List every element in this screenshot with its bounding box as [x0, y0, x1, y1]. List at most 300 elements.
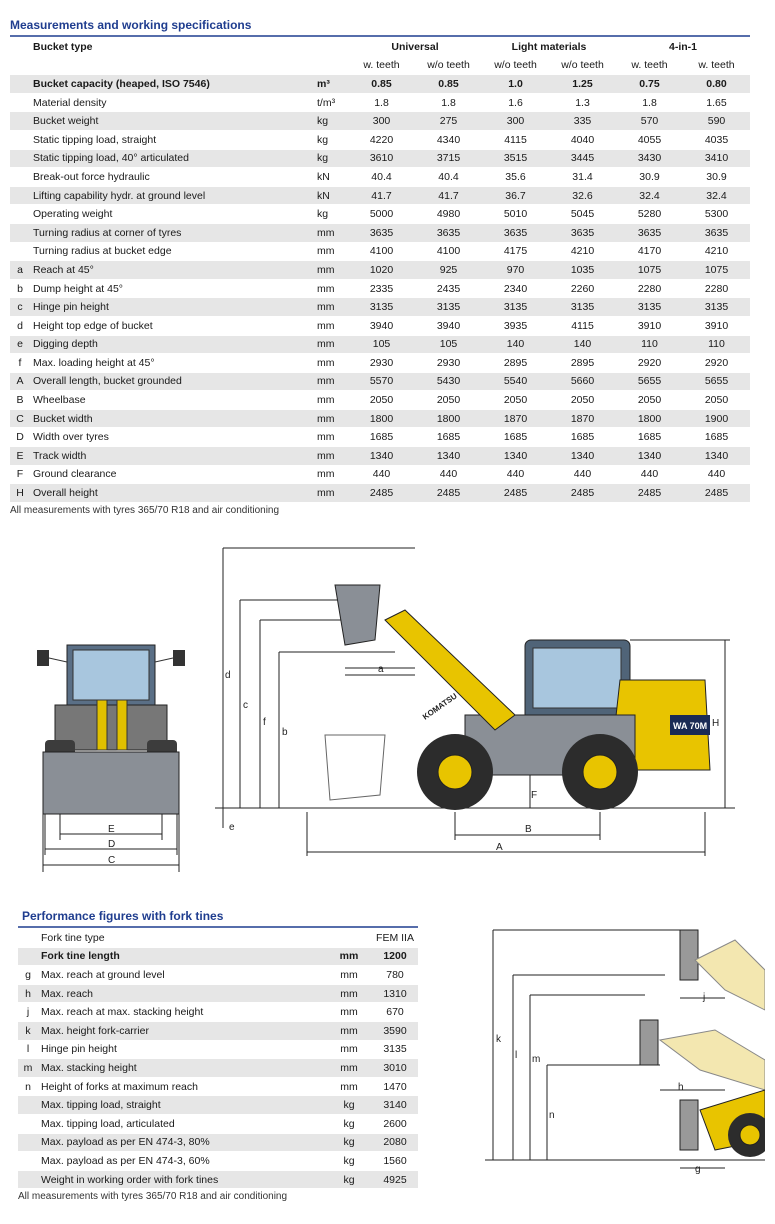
- row-value: 5010: [482, 205, 549, 224]
- row-value: 0.85: [348, 75, 415, 94]
- row-value: 110: [616, 335, 683, 354]
- spec-title: Measurements and working specifications: [10, 18, 252, 32]
- row-key: H: [10, 484, 30, 503]
- row-value: 3635: [683, 223, 750, 242]
- row-unit: mm: [326, 1003, 372, 1022]
- row-value: 1.6: [482, 93, 549, 112]
- row-key: [10, 130, 30, 149]
- row-value: 2930: [348, 354, 415, 373]
- row-key: d: [10, 316, 30, 335]
- row-label: Weight in working order with fork tines: [38, 1170, 326, 1189]
- row-value: 1340: [683, 447, 750, 466]
- row-label: Max. tipping load, articulated: [38, 1114, 326, 1133]
- bucket-group-header: Light materials: [482, 38, 616, 56]
- fork-dim-label-h: h: [678, 1082, 684, 1093]
- row-unit: kg: [314, 205, 348, 224]
- row-key: [10, 112, 30, 131]
- table-row: [18, 1114, 418, 1133]
- row-value: 1900: [683, 409, 750, 428]
- table-row: [10, 335, 750, 354]
- row-label: Width over tyres: [30, 428, 314, 447]
- row-value: 1800: [616, 409, 683, 428]
- row-value: 440: [549, 465, 616, 484]
- row-value: 3635: [549, 223, 616, 242]
- spec-note: All measurements with tyres 365/70 R18 and air conditioning: [10, 505, 280, 516]
- row-value: 3135: [616, 298, 683, 317]
- row-value: 4100: [348, 242, 415, 261]
- row-value: 5300: [683, 205, 750, 224]
- row-value: 140: [549, 335, 616, 354]
- table-row: [18, 1096, 418, 1115]
- row-value: 4980: [415, 205, 482, 224]
- row-value: 3515: [482, 149, 549, 168]
- row-value: 3135: [348, 298, 415, 317]
- row-unit: kg: [326, 1152, 372, 1171]
- row-unit: mm: [326, 1040, 372, 1059]
- row-label: Height of forks at maximum reach: [38, 1077, 326, 1096]
- table-row: [10, 428, 750, 447]
- row-value: 1800: [415, 409, 482, 428]
- row-key: F: [10, 465, 30, 484]
- row-value: 3635: [616, 223, 683, 242]
- spec-subheader-row: [10, 56, 750, 75]
- row-value: 32.6: [549, 186, 616, 205]
- table-row: [18, 966, 418, 985]
- row-value: 1.0: [482, 75, 549, 94]
- row-value: 780: [372, 966, 418, 985]
- row-value: 1685: [683, 428, 750, 447]
- row-key: [10, 168, 30, 187]
- row-unit: mm: [314, 261, 348, 280]
- row-value: 300: [348, 112, 415, 131]
- row-label: Operating weight: [30, 205, 314, 224]
- row-value: 1870: [549, 409, 616, 428]
- row-value: 41.7: [348, 186, 415, 205]
- table-row: [10, 484, 750, 503]
- row-label: Bucket capacity (heaped, ISO 7546): [30, 75, 314, 94]
- row-value: 2080: [372, 1133, 418, 1152]
- row-value: 5540: [482, 372, 549, 391]
- row-value: 2485: [415, 484, 482, 503]
- row-label: Digging depth: [30, 335, 314, 354]
- row-label: Max. height fork-carrier: [38, 1021, 326, 1040]
- row-label: Material density: [30, 93, 314, 112]
- row-unit: mm: [314, 223, 348, 242]
- row-value: 5280: [616, 205, 683, 224]
- model-badge: WA 70M: [673, 721, 708, 731]
- fork-dim-label-k: k: [496, 1034, 501, 1045]
- row-value: 1310: [372, 984, 418, 1003]
- row-value: 40.4: [348, 168, 415, 187]
- row-key: a: [10, 261, 30, 280]
- row-value: 590: [683, 112, 750, 131]
- row-key: j: [18, 1003, 38, 1022]
- row-value: 2050: [415, 391, 482, 410]
- row-value: 30.9: [616, 168, 683, 187]
- row-unit: mm: [314, 279, 348, 298]
- row-key: c: [10, 298, 30, 317]
- teeth-header: w/o teeth: [549, 56, 616, 75]
- dim-label-f: f: [263, 717, 266, 728]
- fork-dim-label-m: m: [532, 1054, 541, 1065]
- row-value: 3135: [549, 298, 616, 317]
- table-row: [10, 465, 750, 484]
- row-label: Hinge pin height: [30, 298, 314, 317]
- row-value: 4340: [415, 130, 482, 149]
- row-value: 4220: [348, 130, 415, 149]
- row-value: 1075: [616, 261, 683, 280]
- row-value: 4055: [616, 130, 683, 149]
- row-value: 105: [415, 335, 482, 354]
- row-value: 2485: [683, 484, 750, 503]
- row-value: 0.80: [683, 75, 750, 94]
- row-value: 3935: [482, 316, 549, 335]
- table-row: [10, 391, 750, 410]
- row-value: 4115: [482, 130, 549, 149]
- row-value: 1685: [415, 428, 482, 447]
- row-label: Max. payload as per EN 474-3, 80%: [38, 1133, 326, 1152]
- row-value: 1.3: [549, 93, 616, 112]
- row-unit: mm: [326, 984, 372, 1003]
- row-value: 2050: [549, 391, 616, 410]
- row-value: 3635: [348, 223, 415, 242]
- spec-header-row: [10, 38, 750, 56]
- row-key: g: [18, 966, 38, 985]
- row-value: 2050: [348, 391, 415, 410]
- bucket-type-label: Bucket type: [30, 38, 314, 56]
- dim-label-e: e: [229, 822, 235, 833]
- table-row: [18, 1077, 418, 1096]
- dim-label-F: F: [531, 790, 538, 801]
- row-key: [10, 186, 30, 205]
- row-value: 1075: [683, 261, 750, 280]
- row-label: Max. stacking height: [38, 1059, 326, 1078]
- row-value: 2485: [549, 484, 616, 503]
- row-value: 2260: [549, 279, 616, 298]
- row-label: Break-out force hydraulic: [30, 168, 314, 187]
- table-row: [10, 279, 750, 298]
- row-value: 670: [372, 1003, 418, 1022]
- table-row: [18, 1133, 418, 1152]
- row-value: 1685: [348, 428, 415, 447]
- table-row: [18, 1170, 418, 1189]
- row-key: [10, 242, 30, 261]
- row-value: 4035: [683, 130, 750, 149]
- fork-diagram: [485, 920, 765, 1185]
- dim-label-E: E: [108, 824, 115, 835]
- teeth-header: w. teeth: [683, 56, 750, 75]
- table-row: [18, 1003, 418, 1022]
- row-value: 5655: [616, 372, 683, 391]
- row-value: 2895: [482, 354, 549, 373]
- row-key: h: [18, 984, 38, 1003]
- fork-table: [18, 929, 418, 1189]
- row-unit: t/m³: [314, 93, 348, 112]
- row-value: 1.25: [549, 75, 616, 94]
- row-value: 3910: [616, 316, 683, 335]
- fork-title: Performance figures with fork tines: [22, 909, 224, 923]
- row-label: Static tipping load, straight: [30, 130, 314, 149]
- row-label: Track width: [30, 447, 314, 466]
- row-value: 440: [482, 465, 549, 484]
- dim-label-d: d: [225, 670, 231, 681]
- row-value: 440: [616, 465, 683, 484]
- row-value: 3940: [415, 316, 482, 335]
- row-value: 1.8: [616, 93, 683, 112]
- table-row: [10, 447, 750, 466]
- row-label: Bucket width: [30, 409, 314, 428]
- table-row: [10, 372, 750, 391]
- table-row: [10, 93, 750, 112]
- table-row: [10, 223, 750, 242]
- table-row: [10, 149, 750, 168]
- row-value: 570: [616, 112, 683, 131]
- row-key: [18, 1114, 38, 1133]
- row-value: 35.6: [482, 168, 549, 187]
- row-value: 2600: [372, 1114, 418, 1133]
- row-label: Max. reach: [38, 984, 326, 1003]
- dim-label-C: C: [108, 855, 116, 866]
- row-label: Turning radius at bucket edge: [30, 242, 314, 261]
- row-key: [18, 1170, 38, 1189]
- row-value: 5430: [415, 372, 482, 391]
- row-value: 3590: [372, 1021, 418, 1040]
- table-row: [18, 1021, 418, 1040]
- fork-dim-label-j: j: [703, 992, 706, 1003]
- table-row: [18, 984, 418, 1003]
- brand-lettering: KOMATSU: [420, 691, 459, 722]
- row-value: 2485: [482, 484, 549, 503]
- row-unit: m³: [314, 75, 348, 94]
- row-key: E: [10, 447, 30, 466]
- row-unit: mm: [314, 447, 348, 466]
- row-key: b: [10, 279, 30, 298]
- row-value: 2930: [415, 354, 482, 373]
- row-value: 4210: [683, 242, 750, 261]
- row-value: 275: [415, 112, 482, 131]
- row-value: 2280: [683, 279, 750, 298]
- row-unit: mm: [314, 298, 348, 317]
- row-key: [18, 1096, 38, 1115]
- table-row: [10, 168, 750, 187]
- row-value: 1685: [616, 428, 683, 447]
- row-value: 1.65: [683, 93, 750, 112]
- row-key: [10, 75, 30, 94]
- row-value: 440: [683, 465, 750, 484]
- row-unit: mm: [326, 966, 372, 985]
- row-value: 440: [348, 465, 415, 484]
- row-value: 2895: [549, 354, 616, 373]
- teeth-header: w. teeth: [348, 56, 415, 75]
- row-value: 5000: [348, 205, 415, 224]
- row-value: 140: [482, 335, 549, 354]
- row-key: f: [10, 354, 30, 373]
- front-view-diagram: [25, 640, 195, 880]
- table-row: [10, 112, 750, 131]
- row-value: 1020: [348, 261, 415, 280]
- row-value: 2340: [482, 279, 549, 298]
- row-value: 4210: [549, 242, 616, 261]
- fork-dim-label-l: l: [515, 1050, 518, 1061]
- row-value: 4115: [549, 316, 616, 335]
- table-row: [10, 298, 750, 317]
- row-key: A: [10, 372, 30, 391]
- row-label: Turning radius at corner of tyres: [30, 223, 314, 242]
- row-unit: mm: [326, 1059, 372, 1078]
- row-unit: mm: [314, 465, 348, 484]
- row-label: Lifting capability hydr. at ground level: [30, 186, 314, 205]
- row-value: 32.4: [683, 186, 750, 205]
- row-value: 1035: [549, 261, 616, 280]
- row-value: 2485: [348, 484, 415, 503]
- table-row: [10, 316, 750, 335]
- table-row: [10, 354, 750, 373]
- row-label: Hinge pin height: [38, 1040, 326, 1059]
- row-key: m: [18, 1059, 38, 1078]
- row-unit: kg: [314, 130, 348, 149]
- row-key: [10, 205, 30, 224]
- table-row: [10, 409, 750, 428]
- row-unit: kN: [314, 186, 348, 205]
- row-unit: mm: [314, 428, 348, 447]
- dim-label-D: D: [108, 839, 116, 850]
- row-value: 2920: [616, 354, 683, 373]
- row-value: 1560: [372, 1152, 418, 1171]
- row-value: 1.8: [415, 93, 482, 112]
- row-value: 335: [549, 112, 616, 131]
- row-value: 2050: [683, 391, 750, 410]
- row-key: D: [10, 428, 30, 447]
- row-unit: mm: [314, 354, 348, 373]
- row-label: Max. tipping load, straight: [38, 1096, 326, 1115]
- row-label: Bucket weight: [30, 112, 314, 131]
- row-value: 4100: [415, 242, 482, 261]
- row-unit: mm: [326, 1077, 372, 1096]
- row-value: 3610: [348, 149, 415, 168]
- row-value: 0.75: [616, 75, 683, 94]
- row-value: 5660: [549, 372, 616, 391]
- row-value: 2485: [616, 484, 683, 503]
- table-row: [10, 130, 750, 149]
- row-label: Ground clearance: [30, 465, 314, 484]
- row-value: 3135: [683, 298, 750, 317]
- teeth-header: w. teeth: [616, 56, 683, 75]
- bucket-group-header: Universal: [348, 38, 482, 56]
- row-value: 4925: [372, 1170, 418, 1189]
- dim-label-b: b: [282, 727, 288, 738]
- row-label: Dump height at 45°: [30, 279, 314, 298]
- row-value: 2050: [482, 391, 549, 410]
- dim-label-a: a: [378, 664, 384, 675]
- row-key: B: [10, 391, 30, 410]
- row-value: 2920: [683, 354, 750, 373]
- row-key: C: [10, 409, 30, 428]
- row-key: [10, 223, 30, 242]
- row-value: 1685: [549, 428, 616, 447]
- row-value: 3010: [372, 1059, 418, 1078]
- fork-length-label: Fork tine length: [38, 947, 326, 966]
- row-value: 3430: [616, 149, 683, 168]
- table-row: [10, 242, 750, 261]
- row-unit: mm: [314, 409, 348, 428]
- row-value: 3445: [549, 149, 616, 168]
- row-unit: kg: [326, 1114, 372, 1133]
- row-label: Max. loading height at 45°: [30, 354, 314, 373]
- row-label: Max. payload as per EN 474-3, 60%: [38, 1152, 326, 1171]
- dim-label-B: B: [525, 824, 532, 835]
- row-label: Wheelbase: [30, 391, 314, 410]
- row-value: 3410: [683, 149, 750, 168]
- row-value: 30.9: [683, 168, 750, 187]
- row-value: 4170: [616, 242, 683, 261]
- row-value: 1340: [482, 447, 549, 466]
- row-unit: kg: [326, 1133, 372, 1152]
- row-label: Overall height: [30, 484, 314, 503]
- row-label: Height top edge of bucket: [30, 316, 314, 335]
- row-value: 925: [415, 261, 482, 280]
- teeth-header: w/o teeth: [482, 56, 549, 75]
- table-row: [10, 186, 750, 205]
- fork-dim-label-g: g: [695, 1164, 701, 1175]
- row-key: [18, 1133, 38, 1152]
- row-label: Max. reach at ground level: [38, 966, 326, 985]
- row-label: Max. reach at max. stacking height: [38, 1003, 326, 1022]
- row-value: 105: [348, 335, 415, 354]
- table-row: [10, 205, 750, 224]
- row-value: 1685: [482, 428, 549, 447]
- fork-length-value: 1200: [372, 947, 418, 966]
- row-value: 36.7: [482, 186, 549, 205]
- row-key: k: [18, 1021, 38, 1040]
- row-unit: mm: [314, 335, 348, 354]
- row-key: l: [18, 1040, 38, 1059]
- row-value: 3715: [415, 149, 482, 168]
- row-unit: kg: [314, 149, 348, 168]
- row-value: 1470: [372, 1077, 418, 1096]
- row-value: 1340: [415, 447, 482, 466]
- spec-table: [10, 38, 750, 503]
- row-value: 0.85: [415, 75, 482, 94]
- row-value: 3635: [482, 223, 549, 242]
- dim-label-A: A: [496, 842, 503, 853]
- row-unit: kg: [314, 112, 348, 131]
- row-key: n: [18, 1077, 38, 1096]
- dim-label-H: H: [712, 718, 720, 729]
- row-value: 5570: [348, 372, 415, 391]
- row-unit: mm: [326, 1021, 372, 1040]
- row-key: e: [10, 335, 30, 354]
- row-label: Overall length, bucket grounded: [30, 372, 314, 391]
- row-value: 41.7: [415, 186, 482, 205]
- row-value: 440: [415, 465, 482, 484]
- row-value: 2050: [616, 391, 683, 410]
- row-unit: mm: [314, 242, 348, 261]
- row-unit: mm: [314, 372, 348, 391]
- row-value: 1340: [616, 447, 683, 466]
- row-value: 3940: [348, 316, 415, 335]
- row-value: 3135: [482, 298, 549, 317]
- row-value: 1340: [549, 447, 616, 466]
- row-unit: mm: [314, 391, 348, 410]
- row-value: 5655: [683, 372, 750, 391]
- row-value: 1.8: [348, 93, 415, 112]
- side-view-diagram: [215, 540, 760, 860]
- table-row: [18, 1059, 418, 1078]
- row-value: 300: [482, 112, 549, 131]
- fork-dim-label-n: n: [549, 1110, 555, 1121]
- row-value: 2280: [616, 279, 683, 298]
- fork-note: All measurements with tyres 365/70 R18 and air conditioning: [18, 1191, 288, 1202]
